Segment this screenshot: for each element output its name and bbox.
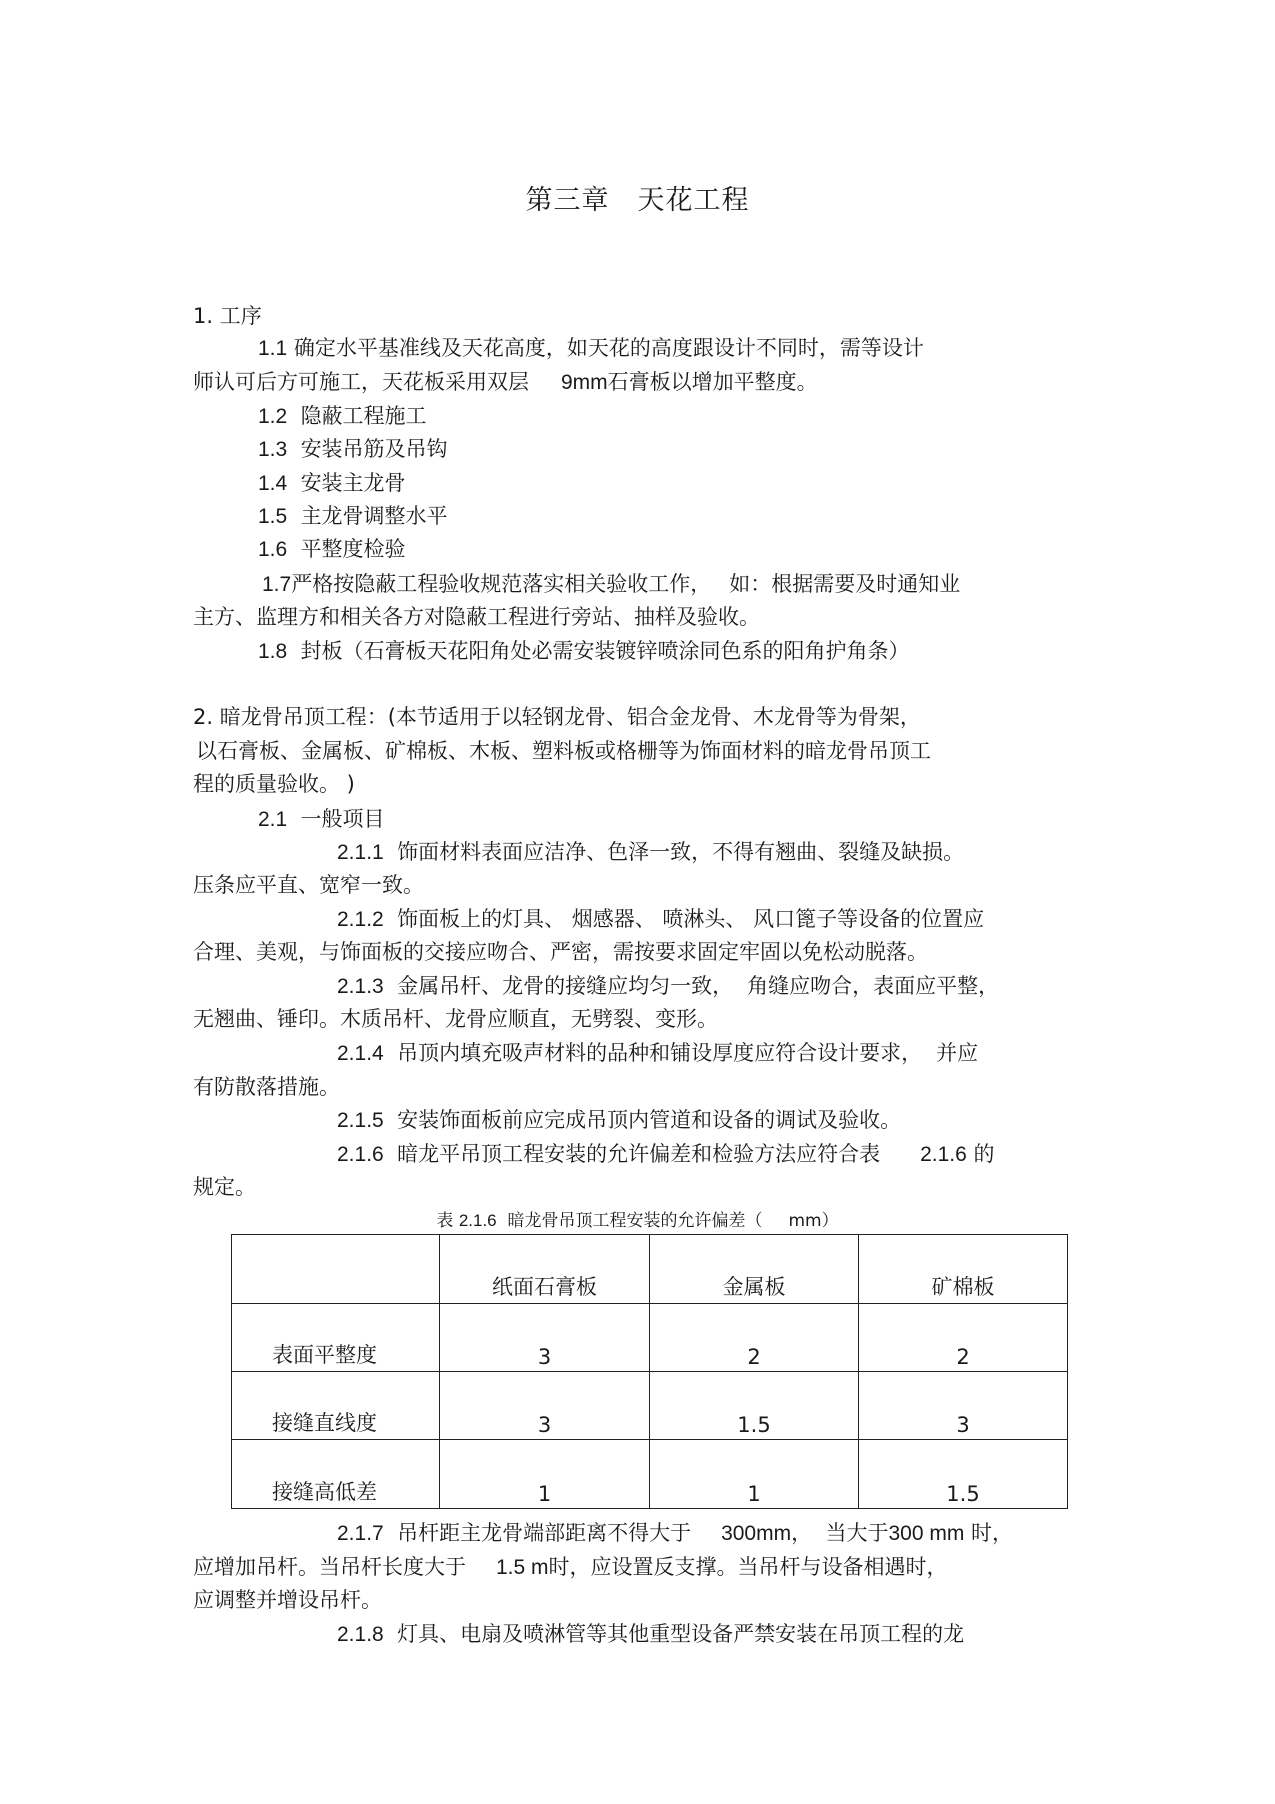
item-number: 2.1.1 xyxy=(337,841,384,864)
item-value: 2.1.6 xyxy=(920,1143,967,1166)
item-text: 安装主龙骨 xyxy=(300,471,406,495)
item-text: 石膏板以增加平整度。 xyxy=(607,370,818,394)
item-value: 9mm xyxy=(561,371,608,394)
item-text: 应增加吊杆。当吊杆长度大于 xyxy=(193,1555,466,1579)
item-number: 1.1 xyxy=(258,337,288,360)
item-number: 2.1.4 xyxy=(337,1042,384,1065)
caption-unit: mm） xyxy=(788,1211,839,1231)
table-row xyxy=(232,1304,1068,1372)
item-1-1-line-2 xyxy=(193,368,818,397)
table-header-cell xyxy=(232,1235,440,1304)
item-text: 确定水平基准线及天花高度，如天花的高度跟设计不同时，需等设计 xyxy=(293,336,924,360)
table-cell: 1.5 xyxy=(650,1372,859,1440)
item-text: 安装吊筋及吊钩 xyxy=(300,437,448,461)
item-2-1-2-line-1 xyxy=(337,905,984,934)
item-value: 300mm， xyxy=(721,1522,813,1545)
chapter-title: 第三章 天花工程 xyxy=(525,185,750,216)
table-cell: 1 xyxy=(440,1440,650,1509)
item-1-3 xyxy=(258,435,448,464)
section-2-heading-line-1: 2. 暗龙骨吊顶工程：(本节适用于以轻钢龙骨、铝合金龙骨、木龙骨等为骨架， xyxy=(193,705,921,729)
item-2-1-6-line-1 xyxy=(337,1140,994,1169)
item-text: 饰面板上的灯具、 烟感器、 喷淋头、 风口篦子等设备的位置应 xyxy=(397,907,985,931)
item-text: 暗龙平吊顶工程安装的允许偏差和检验方法应符合表 xyxy=(397,1142,881,1166)
item-text: 的 xyxy=(973,1142,995,1166)
item-2-1-3-line-2: 无翘曲、锤印。木质吊杆、龙骨应顺直，无劈裂、变形。 xyxy=(193,1007,718,1031)
item-1-8 xyxy=(258,637,910,666)
item-text: 吊顶内填充吸声材料的品种和铺设厚度应符合设计要求， xyxy=(397,1041,923,1065)
item-number: 1.3 xyxy=(258,438,288,461)
item-text: 饰面材料表面应洁净、色泽一致，不得有翘曲、裂缝及缺损。 xyxy=(397,840,965,864)
item-2-1 xyxy=(258,805,385,834)
item-number: 1.5 xyxy=(258,505,288,528)
item-text: 平整度检验 xyxy=(300,537,406,561)
table-cell: 3 xyxy=(859,1372,1068,1440)
item-number: 2.1.2 xyxy=(337,908,384,931)
table-header-row xyxy=(232,1235,1068,1304)
table-cell: 3 xyxy=(440,1372,650,1440)
table-cell: 3 xyxy=(440,1304,650,1372)
item-value: 300 mm xyxy=(888,1522,965,1545)
table-caption xyxy=(0,1206,1275,1231)
table-header-cell: 纸面石膏板 xyxy=(440,1235,650,1304)
item-2-1-1-line-2: 压条应平直、宽窄一致。 xyxy=(193,873,424,897)
item-text: 当大于 xyxy=(825,1521,889,1545)
item-2-1-3-line-1 xyxy=(337,972,999,1001)
item-text: 师认可后方可施工，天花板采用双层 xyxy=(193,370,529,394)
caption-text: 暗龙骨吊顶工程安装的允许偏差（ xyxy=(507,1211,763,1231)
item-text: 如：根据需要及时通知业 xyxy=(729,572,961,596)
item-value: 1.5 m xyxy=(496,1556,549,1579)
item-2-1-1-line-1 xyxy=(337,838,964,867)
section-2-heading-line-2: 以石膏板、金属板、矿棉板、木板、塑料板或格栅等为饰面材料的暗龙骨吊顶工 xyxy=(196,739,931,763)
item-2-1-2-line-2: 合理、美观，与饰面板的交接应吻合、严密，需按要求固定牢固以免松动脱落。 xyxy=(193,940,928,964)
item-1-2 xyxy=(258,402,427,431)
item-number: 1.6 xyxy=(258,538,288,561)
item-number: 1.4 xyxy=(258,472,288,495)
item-1-4 xyxy=(258,469,406,498)
item-1-5 xyxy=(258,502,448,531)
item-text: 隐蔽工程施工 xyxy=(300,404,427,428)
item-1-6 xyxy=(258,535,406,564)
item-2-1-5 xyxy=(337,1106,901,1135)
table-cell: 2 xyxy=(859,1304,1068,1372)
item-text: 一般项目 xyxy=(300,807,385,831)
item-number: 2.1 xyxy=(258,808,288,831)
item-2-1-7-line-2 xyxy=(193,1553,948,1582)
table-row-label: 接缝直线度 xyxy=(232,1372,440,1440)
table-header-cell: 金属板 xyxy=(650,1235,859,1304)
item-number: 2.1.6 xyxy=(337,1143,384,1166)
item-text: 角缝应吻合，表面应平整， xyxy=(747,974,1000,998)
item-text: 吊杆距主龙骨端部距离不得大于 xyxy=(397,1521,692,1545)
section-2-heading-line-3: 程的质量验收。 ) xyxy=(193,772,355,796)
item-number: 2.1.8 xyxy=(337,1623,384,1646)
item-2-1-7-line-1 xyxy=(337,1519,1013,1548)
item-2-1-7-line-3: 应调整并增设吊杆。 xyxy=(193,1588,382,1612)
table-cell: 2 xyxy=(650,1304,859,1372)
item-2-1-6-line-2: 规定。 xyxy=(193,1175,256,1199)
tolerance-table xyxy=(231,1234,1068,1509)
table-row-label: 接缝高低差 xyxy=(232,1440,440,1509)
item-1-7-line-1 xyxy=(262,570,960,599)
item-text: 安装饰面板前应完成吊顶内管道和设备的调试及验收。 xyxy=(397,1108,902,1132)
item-number: 2.1.3 xyxy=(337,975,384,998)
item-text: 时， xyxy=(971,1521,1014,1545)
item-number: 1.8 xyxy=(258,640,288,663)
item-text: 灯具、电扇及喷淋管等其他重型设备严禁安装在吊顶工程的龙 xyxy=(397,1622,965,1646)
item-2-1-4-line-1 xyxy=(337,1039,978,1068)
item-1-1-line-1 xyxy=(258,334,924,363)
item-text: 并应 xyxy=(936,1041,979,1065)
table-row xyxy=(232,1440,1068,1509)
item-text: 严格按隐蔽工程验收规范落实相关验收工作， xyxy=(291,572,712,596)
item-2-1-4-line-2: 有防散落措施。 xyxy=(193,1075,340,1099)
caption-text: 表 xyxy=(436,1211,454,1231)
item-text: 主龙骨调整水平 xyxy=(300,504,448,528)
item-number: 2.1.5 xyxy=(337,1109,384,1132)
table-cell: 1 xyxy=(650,1440,859,1509)
section-1-heading: 1. 工序 xyxy=(193,304,262,328)
caption-number: 2.1.6 xyxy=(458,1211,497,1230)
item-text: 时，应设置反支撑。当吊杆与设备相遇时， xyxy=(548,1555,948,1579)
item-1-7-line-2: 主方、监理方和相关各方对隐蔽工程进行旁站、抽样及验收。 xyxy=(193,605,760,629)
item-text: 金属吊杆、龙骨的接缝应均匀一致， xyxy=(397,974,734,998)
table-header-cell: 矿棉板 xyxy=(859,1235,1068,1304)
item-text: 封板（石膏板天花阳角处必需安装镀锌喷涂同色系的阳角护角条） xyxy=(300,639,910,663)
table-row-label: 表面平整度 xyxy=(232,1304,440,1372)
table-cell: 1.5 xyxy=(859,1440,1068,1509)
item-2-1-8-line-1 xyxy=(337,1620,964,1649)
item-number: 1.7 xyxy=(262,573,292,596)
item-number: 2.1.7 xyxy=(337,1522,384,1545)
item-number: 1.2 xyxy=(258,405,288,428)
table-row xyxy=(232,1372,1068,1440)
